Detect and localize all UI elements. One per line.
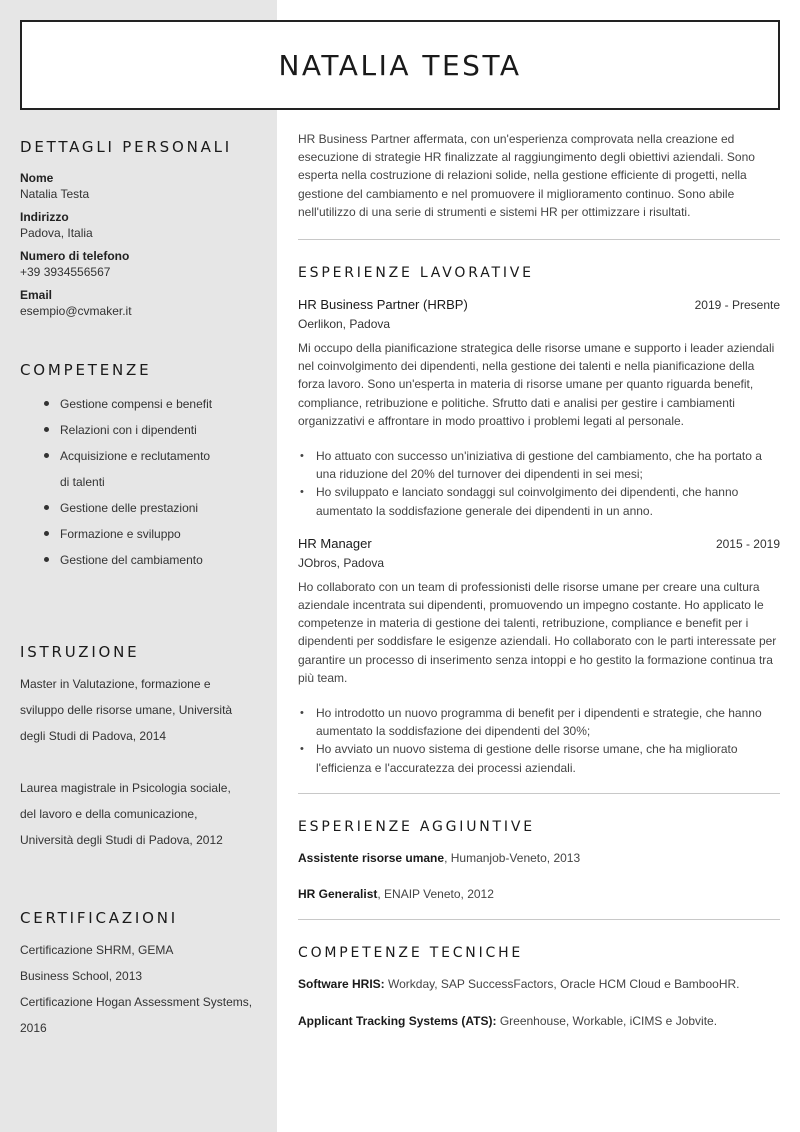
additional-experience-item (298, 885, 780, 903)
detail-phone (20, 248, 260, 280)
achievement-item: • Ho avviato un nuovo sistema di gestione delle risorse umane, che ha migliorato l'efficienza e l'accuratezza dei processi aziendali. (298, 740, 780, 776)
personal-details-section (20, 138, 260, 319)
education-heading: ISTRUZIONE (20, 643, 140, 661)
skill-item: Formazione e sviluppo (44, 521, 260, 547)
personal-details-heading: DETTAGLI PERSONALI (20, 138, 233, 156)
achievement-item: • Ho attuato con successo un'iniziativa di gestione del cambiamento, che ha portato a una riduzione del 20% del turnover dei dipendenti in sei mesi; (298, 447, 780, 483)
technical-skills-heading: COMPETENZE TECNICHE (298, 944, 524, 961)
skills-section (20, 361, 260, 573)
technical-skill-item (298, 975, 780, 993)
skills-heading: COMPETENZE (20, 361, 152, 379)
job-title: HR Manager (298, 535, 372, 551)
additional-detail: , ENAIP Veneto, 2012 (377, 886, 494, 901)
experience-heading: ESPERIENZE LAVORATIVE (298, 265, 534, 282)
main-content (298, 130, 780, 1030)
job-entry (298, 297, 780, 520)
education-section (20, 643, 260, 853)
certification-item: Certificazione Hogan Assessment Systems, 2016 (20, 995, 253, 1035)
skill-item: Relazioni con i dipendenti (44, 417, 260, 443)
profile-summary: HR Business Partner affermata, con un'esperienza comprovata nella creazione ed esecuzione di strategie HR finalizzate al raggiungimento degli obiettivi aziendali. Sono esperta nella costruzione di relazioni solide, nella gestione efficiente di progetti, nella gestione del cambiamento e nel promuovere il miglioramento continuo. Sono abile nell'utilizzo di una serie di strumenti e sistemi HR per ottimizzare i risultati. (298, 132, 755, 219)
job-company: JObros, Padova (298, 555, 385, 570)
technical-skill-item (298, 1012, 780, 1030)
additional-role: Assistente risorse umane (298, 850, 445, 865)
technical-skill-value: Greenhouse, Workable, iCIMS e Jobvite. (496, 1013, 718, 1028)
job-achievements (298, 704, 780, 777)
skill-item: Gestione del cambiamento (44, 547, 260, 573)
skill-item: Acquisizione e reclutamento di talenti (44, 443, 214, 495)
certifications-section (20, 909, 260, 1041)
education-item: Laurea magistrale in Psicologia sociale, del lavoro e della comunicazione, Università degli Studi di Padova, 2012 (20, 781, 231, 847)
detail-value: esempio@cvmaker.it (20, 304, 132, 318)
job-header (298, 536, 780, 551)
achievement-item: • Ho sviluppato e lanciato sondaggi sul coinvolgimento dei dipendenti, che hanno aumentato la soddisfazione generale dei dipendenti in un anno. (298, 483, 780, 519)
job-title: HR Business Partner (HRBP) (298, 297, 468, 313)
technical-skill-value: Workday, SAP SuccessFactors, Oracle HCM Cloud e BambooHR. (384, 976, 740, 991)
job-description: Ho collaborato con un team di professionisti delle risorse umane per creare una cultura aziendale incentrata sui dipendenti, promuovendo un impegno costante. Ho applicato le competenze in materia di gestione dei talenti, retribuzione, compliance e benefit per i dipendenti per soddisfare le esigenze aziendali. Ho collaborato con le parti interessate per garantire un processo di inserimento senza intoppi e ho gestito la formazione continua tra più team. (298, 579, 777, 685)
achievement-item: • Ho introdotto un nuovo programma di benefit per i dipendenti e strategie, che hanno aumentato la soddisfazione dei dipendenti del 30%; (298, 704, 780, 740)
skill-item: Gestione compensi e benefit (44, 391, 260, 417)
detail-name (20, 170, 260, 202)
job-entry (298, 536, 780, 777)
detail-label: Numero di telefono (20, 249, 130, 263)
sidebar (20, 138, 260, 1041)
detail-label: Nome (20, 171, 54, 185)
section-divider (298, 239, 780, 240)
detail-value: Natalia Testa (20, 187, 90, 201)
section-divider (298, 793, 780, 794)
detail-email (20, 287, 260, 319)
section-divider (298, 919, 780, 920)
additional-role: HR Generalist (298, 886, 378, 901)
technical-skill-label: Software HRIS: (298, 976, 385, 991)
additional-experience-heading: ESPERIENZE AGGIUNTIVE (298, 818, 535, 835)
candidate-name: NATALIA TESTA (278, 48, 522, 82)
certification-item: Certificazione SHRM, GEMA Business School, 2013 (20, 943, 173, 983)
name-header (20, 20, 780, 110)
detail-address (20, 209, 260, 241)
job-dates: 2019 - Presente (694, 298, 780, 313)
detail-label: Email (20, 288, 53, 302)
job-achievements (298, 447, 780, 520)
job-dates: 2015 - 2019 (715, 536, 780, 551)
additional-detail: , Humanjob-Veneto, 2013 (444, 850, 581, 865)
certifications-heading: CERTIFICAZIONI (20, 909, 179, 927)
skills-list (44, 391, 260, 573)
job-header (298, 297, 780, 312)
skill-item: Gestione delle prestazioni (44, 495, 260, 521)
education-item: Master in Valutazione, formazione e sviluppo delle risorse umane, Università degli Studi di Padova, 2014 (20, 677, 233, 743)
job-company: Oerlikon, Padova (298, 317, 391, 332)
technical-skill-label: Applicant Tracking Systems (ATS): (298, 1013, 497, 1028)
detail-value: +39 3934556567 (20, 265, 111, 279)
job-description: Mi occupo della pianificazione strategica delle risorse umane e supporto i leader aziendali nel coinvolgimento dei dipendenti, nella gestione dei talenti e nella pianificazione della forza lavoro. Sono un'esperta in materia di risorse umane per quanto riguarda benefit, compliance, retribuzione e politiche. Sfrutto dati e analisi per gestire i cambiamenti organizzativi e affrontare in modo proattivo i problemi legati al personale. (298, 341, 775, 428)
detail-label: Indirizzo (20, 210, 69, 224)
additional-experience-item (298, 849, 780, 867)
detail-value: Padova, Italia (20, 226, 93, 240)
